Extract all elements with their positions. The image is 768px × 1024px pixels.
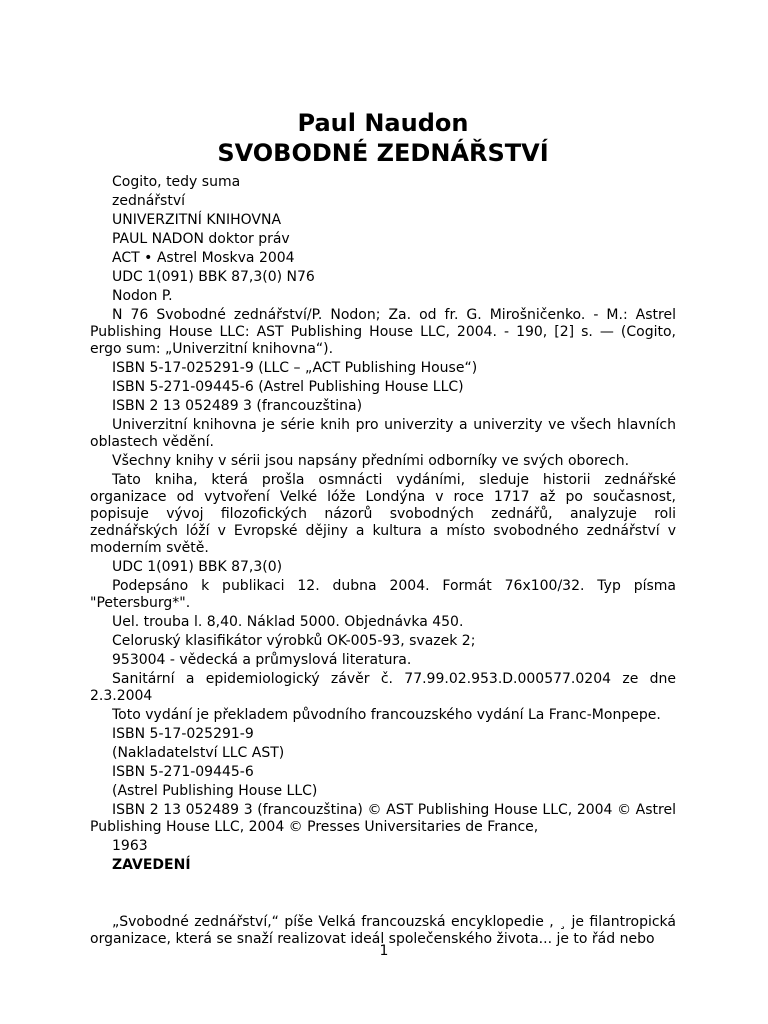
paragraph: ISBN 2 13 052489 3 (francouzština) © AST Publishing House LLC, 2004 © Astrel Publishing House LLC, 2004 © Presses Universitaries de France, xyxy=(90,802,676,835)
paragraph: ACT • Astrel Moskva 2004 xyxy=(112,250,295,266)
paragraph: UDC 1(091) BBK 87,3(0) N76 xyxy=(112,269,315,285)
paragraph: ISBN 5-17-025291-9 xyxy=(112,726,254,742)
paragraph: Všechny knihy v sérii jsou napsány předními odborníky ve svých oborech. xyxy=(112,453,630,469)
paragraph: (Astrel Publishing House LLC) xyxy=(112,783,318,799)
paragraph: Celoruský klasifikátor výrobků OK-005-93, svazek 2; xyxy=(112,633,476,649)
paragraph: Nodon P. xyxy=(112,288,173,304)
paragraph: 953004 - vědecká a průmyslová literatura. xyxy=(112,652,412,668)
paragraph: Sanitární a epidemiologický závěr č. 77.99.02.953.D.000577.0204 ze dne 2.3.2004 xyxy=(90,671,676,704)
paragraph: (Nakladatelství LLC AST) xyxy=(112,745,285,761)
paragraph: Univerzitní knihovna je série knih pro univerzity a univerzity ve všech hlavních oblastech vědění. xyxy=(90,417,676,450)
paragraph: zednářství xyxy=(112,193,186,209)
paragraph: ISBN 5-271-09445-6 (Astrel Publishing House LLC) xyxy=(112,379,464,395)
paragraph: ISBN 5-17-025291-9 (LLC – „ACT Publishing House“) xyxy=(112,360,478,376)
paragraph: UDC 1(091) BBK 87,3(0) xyxy=(112,559,283,575)
paragraph: Toto vydání je překladem původního francouzského vydání La Franc-Monpepe. xyxy=(112,707,661,723)
paragraph: ISBN 5-271-09445-6 xyxy=(112,764,254,780)
book-title: SVOBODNÉ ZEDNÁŘSTVÍ xyxy=(217,139,549,167)
paragraph: 1963 xyxy=(112,838,148,854)
paragraph: N 76 Svobodné zednářství/P. Nodon; Za. od fr. G. Mirošničenko. - M.: Astrel Publishing House LLC: AST Publishing House LLC, 2004. - 190, [2] s. — (Cogito, ergo sum: „Univerzitní knihovna“). xyxy=(90,307,676,357)
paragraph: UNIVERZITNÍ KNIHOVNA xyxy=(112,212,282,228)
page-number: 1 xyxy=(379,943,389,959)
paragraph: Cogito, tedy suma xyxy=(112,174,241,190)
section-heading: ZAVEDENÍ xyxy=(112,857,191,873)
document-page xyxy=(90,108,676,950)
author-name: Paul Naudon xyxy=(297,109,469,137)
paragraph: Uel. trouba l. 8,40. Náklad 5000. Objednávka 450. xyxy=(112,614,464,630)
paragraph: ISBN 2 13 052489 3 (francouzština) xyxy=(112,398,363,414)
paragraph: Podepsáno k publikaci 12. dubna 2004. Formát 76x100/32. Typ písma "Petersburg*". xyxy=(90,578,676,611)
intro-paragraph: „Svobodné zednářství,“ píše Velká francouzská encyklopedie , ¸ je filantropická organizace, která se snaží realizovat ideál společenského života... je to řád nebo xyxy=(90,914,676,947)
paragraph: PAUL NADON doktor práv xyxy=(112,231,290,247)
spacer xyxy=(90,876,676,914)
paragraph: Tato kniha, která prošla osmnácti vydáními, sleduje historii zednářské organizace od vytvoření Velké lóže Londýna v roce 1717 až po současnost, popisuje vývoj filozofických názorů svobodných zednářů, analyzuje roli zednářských lóží v Evropské dějiny a kultura a místo svobodného zednářství v moderním světě. xyxy=(90,472,676,556)
